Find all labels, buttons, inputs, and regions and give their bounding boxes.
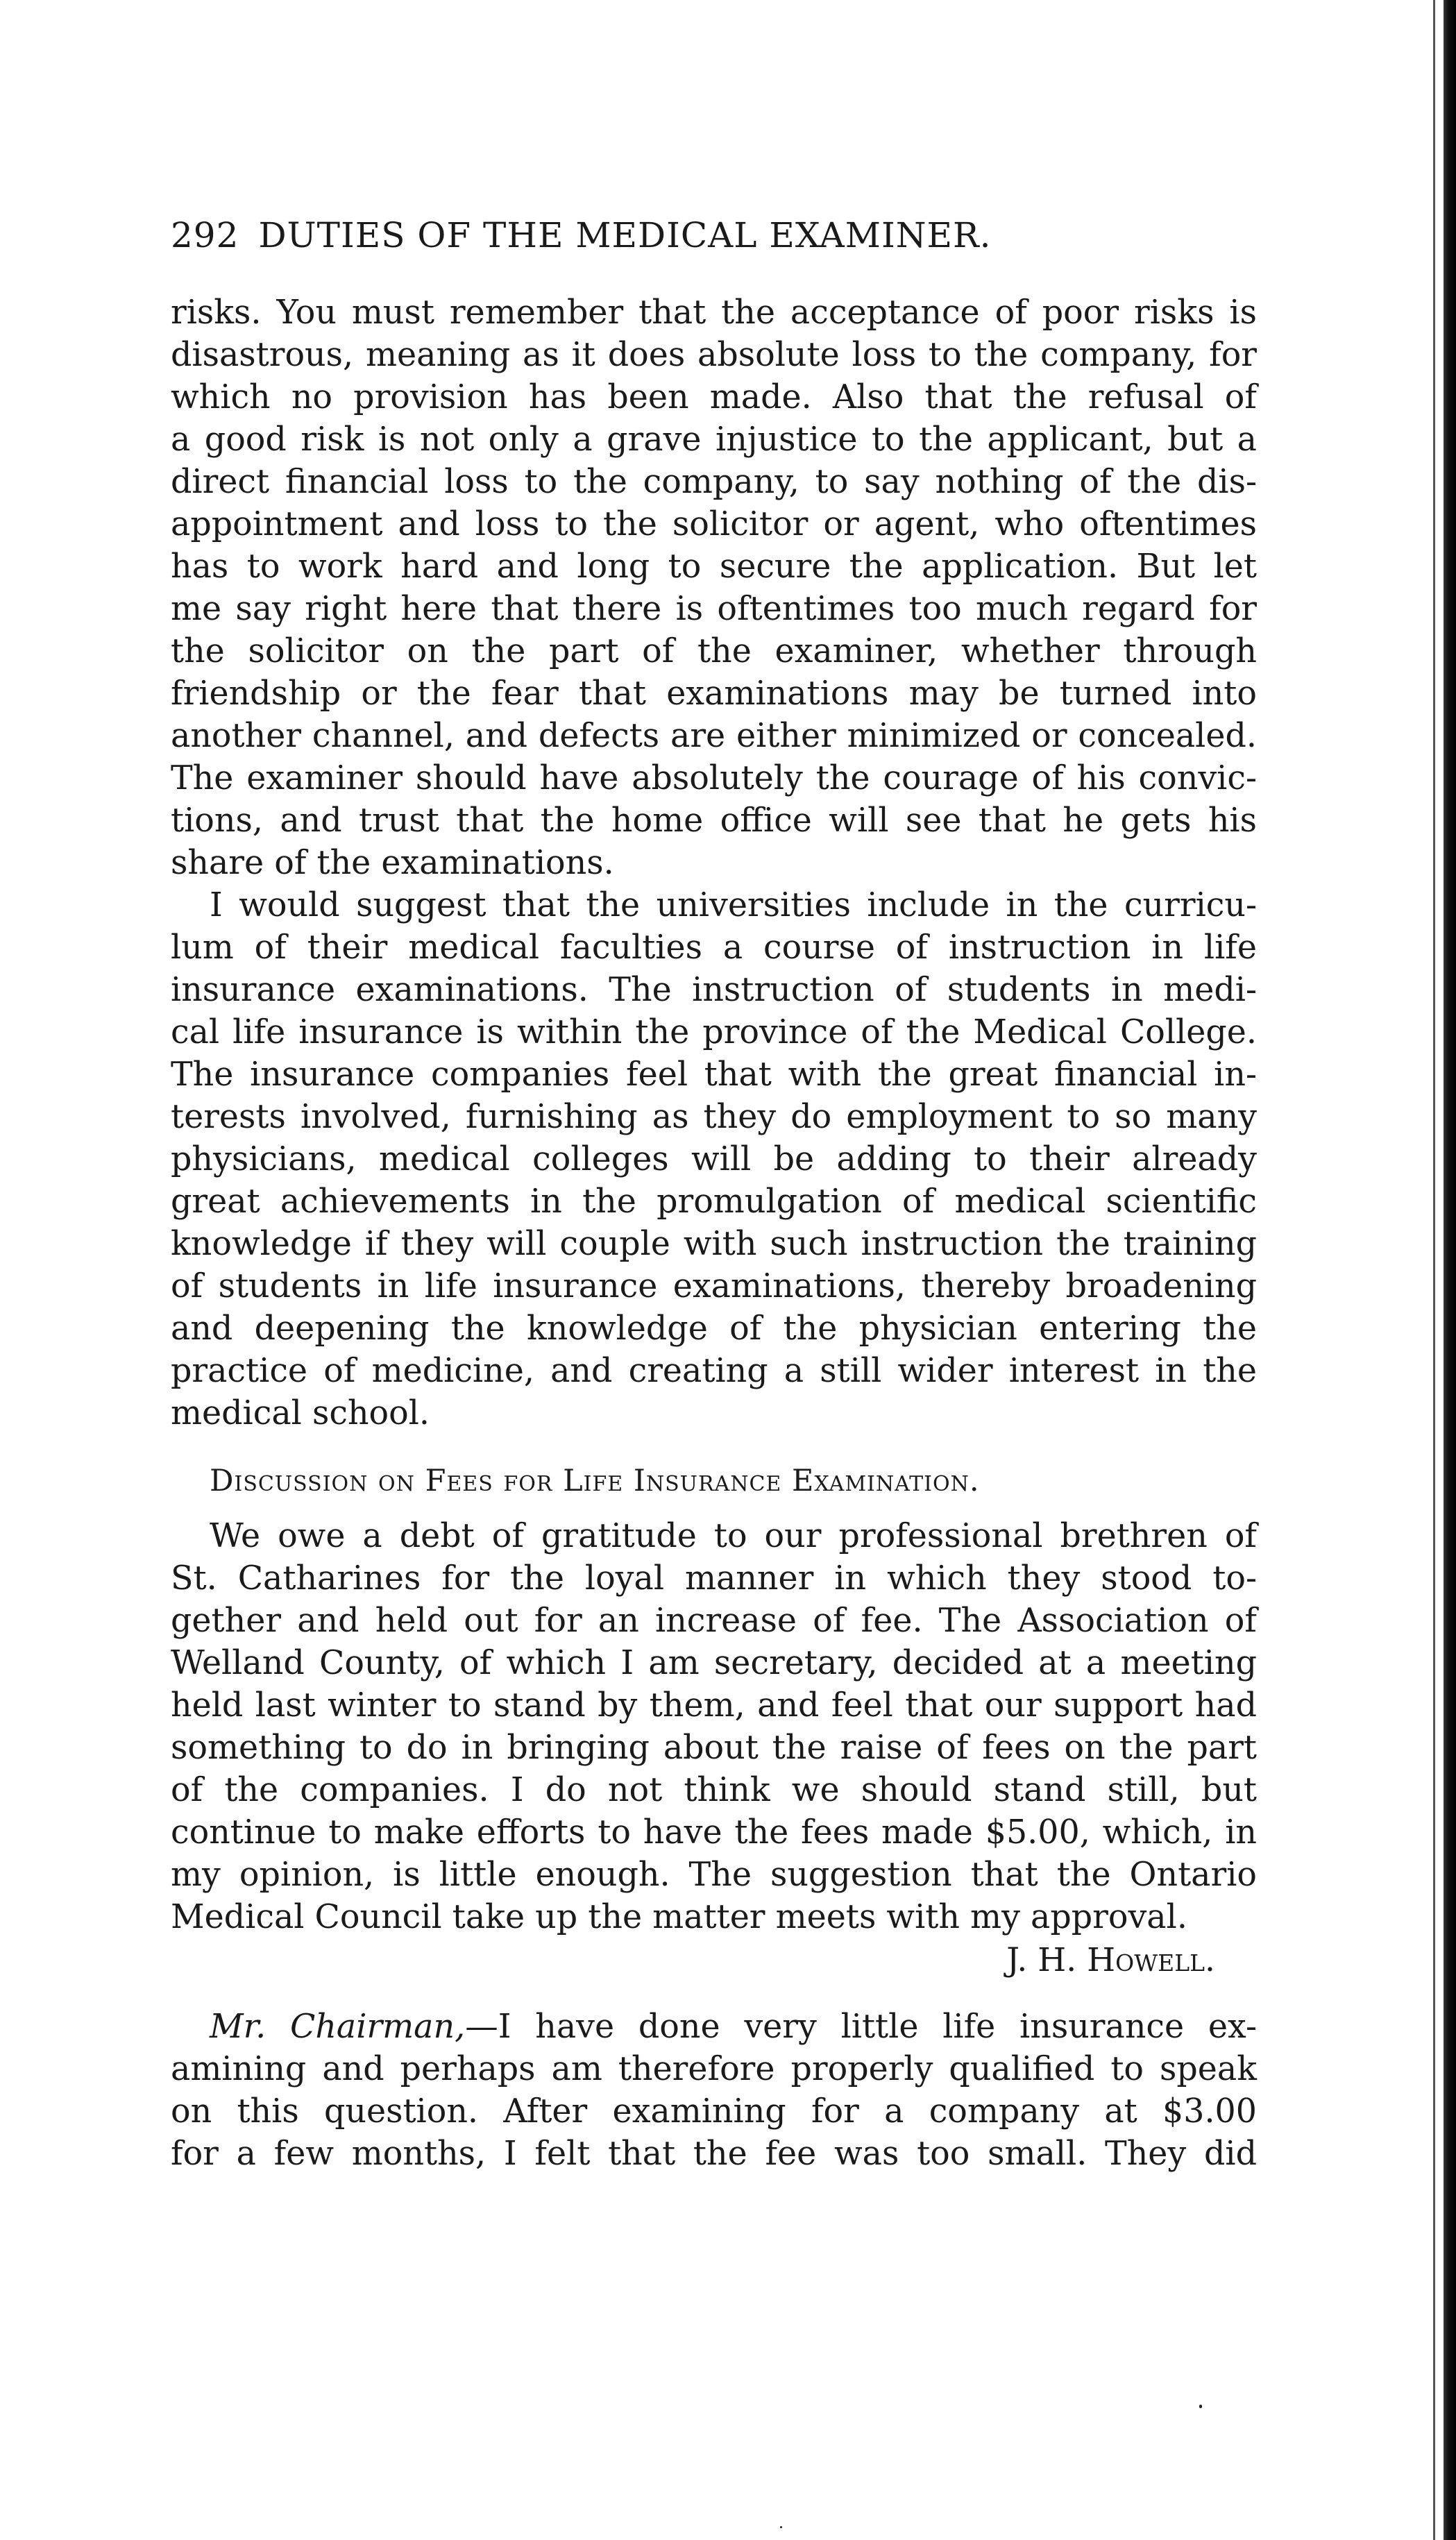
paragraph-4 [171, 2006, 1257, 2175]
running-header [171, 215, 992, 255]
text-line: The insurance companies feel that with the great financial in- [171, 1056, 1257, 1094]
text-column [171, 291, 1257, 2175]
text-line: and deepening the knowledge of the physician entering the [171, 1310, 1257, 1348]
page-edge-line [1433, 0, 1435, 2540]
text-line: Welland County, of which I am secretary, decided at a meeting [171, 1644, 1257, 1682]
text-line: lum of their medical faculties a course of instruction in life [171, 929, 1257, 967]
text-line: tions, and trust that the home office will see that he gets his [171, 802, 1257, 840]
section-heading: Discussion on Fees for Life Insurance Examination. [210, 1464, 980, 1498]
text-line: great achievements in the promulgation of medical scientific [171, 1183, 1257, 1221]
text-line: terests involved, furnishing as they do employment to so many [171, 1098, 1257, 1136]
text-line: Medical Council take up the matter meets with my approval. [171, 1898, 1187, 1936]
text-line: which no provision has been made. Also that the refusal of [171, 378, 1257, 416]
page-number: 292 [171, 215, 239, 255]
text-line: insurance examinations. The instruction of students in medi- [171, 971, 1257, 1009]
text-line: held last winter to stand by them, and feel that our support had [171, 1686, 1257, 1725]
text-line: has to work hard and long to secure the application. But let [171, 548, 1257, 586]
print-speck [780, 2526, 782, 2528]
text-line: I would suggest that the universities include in the curricu- [210, 886, 1257, 924]
page-edge-shadow [1444, 0, 1456, 2540]
text-line: another channel, and defects are either minimized or concealed. [171, 717, 1257, 755]
text-line: for a few months, I felt that the fee was too small. They did [171, 2135, 1257, 2173]
text-line: a good risk is not only a grave injustice to the applicant, but a [171, 421, 1257, 459]
text-line: continue to make efforts to have the fees made $5.00, which, in [171, 1813, 1257, 1852]
speaker-name: Mr. Chairman, [210, 2008, 466, 2046]
text-line: St. Catharines for the loyal manner in which they stood to- [171, 1559, 1257, 1598]
text-line: direct financial loss to the company, to say nothing of the dis- [171, 463, 1257, 501]
text-line: of students in life insurance examinations, thereby broadening [171, 1267, 1257, 1305]
text-line: me say right here that there is oftentimes too much regard for [171, 590, 1257, 628]
text-line: physicians, medical colleges will be adding to their already [171, 1140, 1257, 1178]
text-line: disastrous, meaning as it does absolute loss to the company, for [171, 336, 1257, 374]
speaker-text: —I have done very little life insurance ex- [465, 2008, 1258, 2046]
paragraph-3 [171, 1515, 1257, 1938]
text-line: cal life insurance is within the province of the Medical College. [171, 1013, 1257, 1051]
text-line: of the companies. I do not think we should stand still, but [171, 1771, 1257, 1809]
text-line: The examiner should have absolutely the courage of his convic- [171, 759, 1257, 797]
text-line: on this question. After examining for a company at $3.00 [171, 2092, 1257, 2131]
print-speck [1199, 2405, 1202, 2408]
text-line [171, 2006, 1257, 2048]
text-line: something to do in bringing about the raise of fees on the part [171, 1729, 1257, 1767]
text-line: medical school. [171, 1394, 430, 1432]
text-line: knowledge if they will couple with such instruction the training [171, 1225, 1257, 1263]
text-line: the solicitor on the part of the examiner, whether through [171, 632, 1257, 670]
text-line: share of the examinations. [171, 844, 614, 882]
text-line: practice of medicine, and creating a still wider interest in the [171, 1352, 1257, 1390]
signature: J. H. Howell. [1006, 1941, 1215, 1979]
text-line: risks. You must remember that the acceptance of poor risks is [171, 294, 1257, 332]
text-line: amining and perhaps am therefore properly qualified to speak [171, 2050, 1257, 2088]
text-line: my opinion, is little enough. The suggestion that the Ontario [171, 1856, 1257, 1894]
paragraph-2 [171, 884, 1257, 1434]
paragraph-1 [171, 291, 1257, 884]
text-line: appointment and loss to the solicitor or agent, who oftentimes [171, 505, 1257, 543]
text-line: friendship or the fear that examinations may be turned into [171, 675, 1257, 713]
text-line: gether and held out for an increase of fee. The Association of [171, 1602, 1257, 1640]
text-line: We owe a debt of gratitude to our professional brethren of [210, 1517, 1257, 1555]
running-title: DUTIES OF THE MEDICAL EXAMINER. [258, 215, 992, 255]
